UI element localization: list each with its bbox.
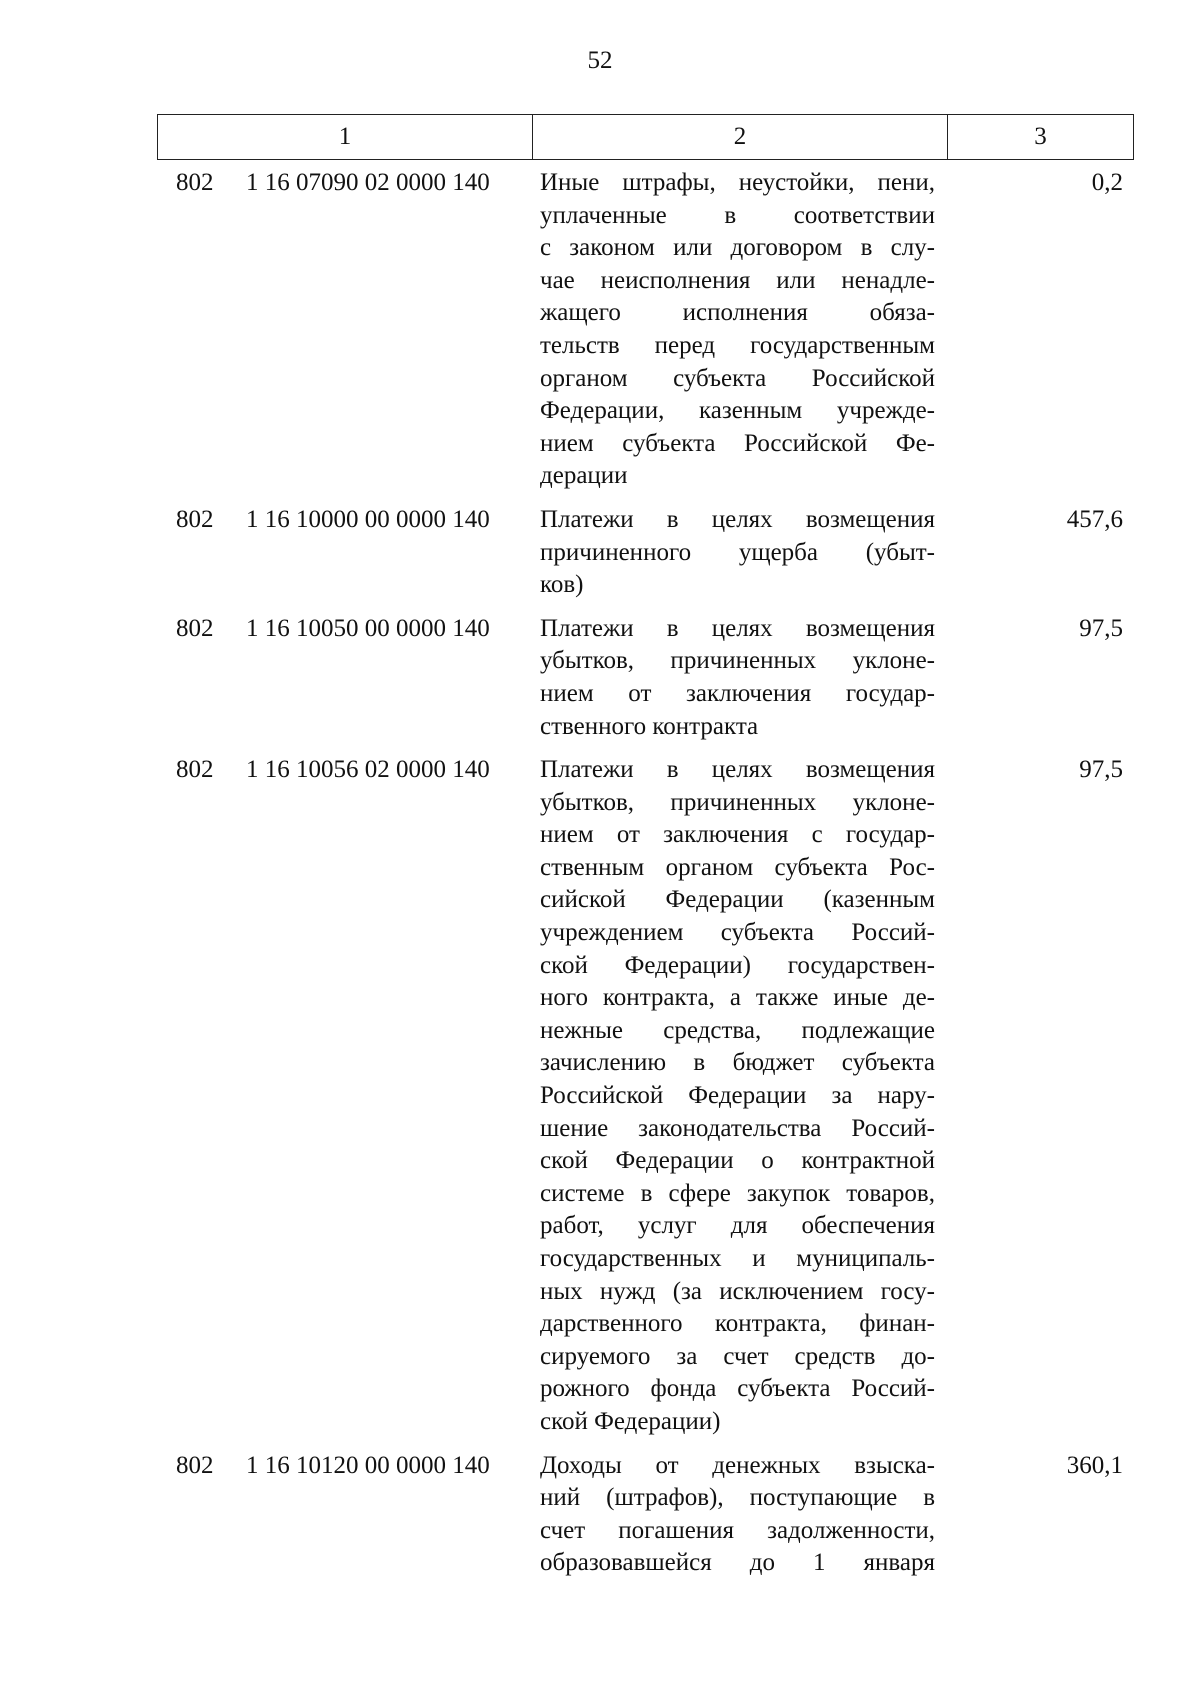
description-line: Иные штрафы, неустойки, пени, bbox=[540, 169, 935, 196]
description-line: ской Федерации) bbox=[540, 1407, 721, 1435]
description-line: ков) bbox=[540, 571, 584, 599]
description-line: зачислению в бюджет субъекта bbox=[540, 1049, 935, 1077]
description-line: ного контракта, а также иные де- bbox=[540, 984, 935, 1012]
budget-classification-code: 1 16 10050 00 0000 140 bbox=[246, 614, 490, 642]
description-line: ственным органом субъекта Рос- bbox=[540, 853, 935, 881]
description-line: органом субъекта Российской bbox=[540, 364, 935, 392]
table-row bbox=[0, 1450, 1200, 1580]
description-line: Платежи в целях возмещения bbox=[540, 614, 935, 642]
table-row bbox=[0, 754, 1200, 1438]
table-header bbox=[157, 114, 1134, 160]
description-line: рожного фонда субъекта Россий- bbox=[540, 1375, 935, 1403]
income-description bbox=[540, 754, 935, 1438]
table-row bbox=[0, 504, 1200, 602]
description-line: тельств перед государственным bbox=[540, 331, 935, 359]
income-description bbox=[540, 504, 935, 602]
description-line: Платежи в целях возмещения bbox=[540, 756, 935, 784]
description-line: уплаченные в соответствии bbox=[540, 201, 935, 229]
description-line: убытков, причиненных уклоне- bbox=[540, 788, 935, 816]
admin-code: 802 bbox=[176, 169, 214, 196]
table-row bbox=[0, 613, 1200, 743]
description-line: Федерации, казенным учрежде- bbox=[540, 397, 935, 425]
description-line: государственных и муниципаль- bbox=[540, 1245, 935, 1272]
header-col-3: 3 bbox=[1034, 123, 1047, 150]
budget-classification-code: 1 16 10120 00 0000 140 bbox=[246, 1451, 490, 1479]
admin-code: 802 bbox=[176, 756, 214, 784]
description-line: работ, услуг для обеспечения bbox=[540, 1212, 935, 1240]
description-line: Доходы от денежных взыска- bbox=[540, 1451, 935, 1479]
description-line: учреждением субъекта Россий- bbox=[540, 919, 935, 947]
income-description bbox=[540, 1450, 935, 1580]
description-line: Российской Федерации за нару- bbox=[540, 1082, 935, 1110]
amount-value: 97,5 bbox=[1079, 614, 1123, 642]
table-body bbox=[0, 167, 1200, 1591]
description-line: ных нужд (за исключением госу- bbox=[540, 1277, 935, 1305]
description-line: нием субъекта Российской Фе- bbox=[540, 429, 935, 457]
description-line: нежные средства, подлежащие bbox=[540, 1016, 935, 1044]
amount-value: 97,5 bbox=[1079, 756, 1123, 784]
description-line: ской Федерации о контрактной bbox=[540, 1147, 935, 1175]
description-line: образовавшейся до 1 января bbox=[540, 1549, 935, 1577]
description-line: ний (штрафов), поступающие в bbox=[540, 1484, 935, 1512]
description-line: шение законодательства Россий- bbox=[540, 1114, 935, 1142]
income-description bbox=[540, 613, 935, 743]
amount-value: 360,1 bbox=[1066, 1451, 1123, 1479]
description-line: с законом или договором в слу- bbox=[540, 234, 935, 262]
description-line: нием от заключения с государ- bbox=[540, 821, 935, 849]
description-line: сируемого за счет средств до- bbox=[540, 1342, 935, 1370]
description-line: жащего исполнения обяза- bbox=[540, 299, 935, 327]
admin-code: 802 bbox=[176, 1451, 214, 1479]
description-line: нием от заключения государ- bbox=[540, 679, 935, 707]
income-description bbox=[540, 167, 935, 493]
description-line: счет погашения задолженности, bbox=[540, 1516, 935, 1544]
admin-code: 802 bbox=[176, 505, 214, 533]
description-line: дерации bbox=[540, 462, 628, 490]
table-row bbox=[0, 167, 1200, 493]
description-line: убытков, причиненных уклоне- bbox=[540, 647, 935, 675]
description-line: Платежи в целях возмещения bbox=[540, 505, 935, 533]
amount-value: 0,2 bbox=[1091, 169, 1123, 196]
description-line: ственного контракта bbox=[540, 712, 759, 740]
header-col-1: 1 bbox=[158, 115, 533, 159]
budget-classification-code: 1 16 07090 02 0000 140 bbox=[246, 169, 490, 196]
description-line: чае неисполнения или ненадле- bbox=[540, 266, 935, 294]
page-number: 52 bbox=[587, 47, 613, 74]
description-line: причиненного ущерба (убыт- bbox=[540, 538, 935, 566]
budget-classification-code: 1 16 10056 02 0000 140 bbox=[246, 756, 490, 784]
header-col-2: 2 bbox=[533, 115, 948, 159]
description-line: ской Федерации) государствен- bbox=[540, 951, 935, 979]
budget-classification-code: 1 16 10000 00 0000 140 bbox=[246, 505, 490, 533]
description-line: сийской Федерации (казенным bbox=[540, 886, 935, 914]
admin-code: 802 bbox=[176, 614, 214, 642]
amount-value: 457,6 bbox=[1066, 505, 1123, 533]
description-line: дарственного контракта, финан- bbox=[540, 1310, 935, 1338]
description-line: системе в сфере закупок товаров, bbox=[540, 1179, 935, 1207]
